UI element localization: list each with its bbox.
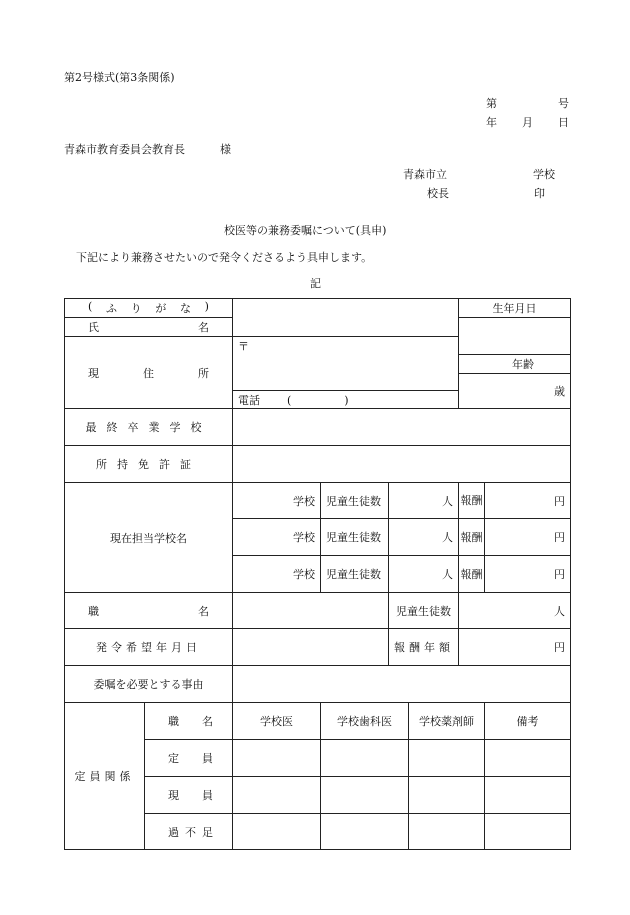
current-school-label: 現在担当学校名 <box>65 483 233 593</box>
quota-col-dentist: 学校歯科医 <box>321 703 409 740</box>
seal-mark: 印 <box>534 187 545 200</box>
students-input[interactable]: 人 <box>389 519 459 556</box>
position-input[interactable] <box>233 593 389 629</box>
birth-label: 生年月日 <box>459 299 571 318</box>
name-label-cell <box>65 318 233 337</box>
school-prefix: 青森市立 <box>403 168 447 181</box>
age-label-cell: 年 齢 <box>459 355 571 374</box>
pay-label: 報酬 <box>459 519 485 556</box>
quota-row-label: 定 員 <box>145 740 233 777</box>
postal-mark: 〒 <box>238 340 249 353</box>
license-input[interactable] <box>233 446 571 483</box>
quota-cell[interactable] <box>233 814 321 850</box>
phone-input[interactable] <box>233 391 459 409</box>
reason-input[interactable] <box>233 666 571 703</box>
pay-label: 報酬 <box>459 556 485 593</box>
principal-label: 校長 <box>427 187 449 200</box>
desired-date-input[interactable] <box>233 629 389 666</box>
addressee: 青森市教育委員会教育長 <box>64 143 185 156</box>
name-label-left: 氏 <box>88 321 99 334</box>
desired-date-label: 発令希望年月日 <box>65 629 233 666</box>
quota-cell[interactable] <box>233 777 321 814</box>
quota-cell[interactable] <box>321 777 409 814</box>
school-name-input[interactable]: 学校 <box>233 556 321 593</box>
students-count-input[interactable]: 人 <box>459 593 571 629</box>
reason-label: 委嘱を必要とする事由 <box>65 666 233 703</box>
date-year: 年 <box>486 116 497 129</box>
form-label: 第2号様式(第3条関係) <box>64 71 175 84</box>
document-title: 校医等の兼務委嘱について(具申) <box>224 224 387 237</box>
students-label: 児童生徒数 <box>321 556 389 593</box>
quota-col-pharmacist: 学校薬剤師 <box>409 703 485 740</box>
application-form-table <box>64 298 571 850</box>
age-input[interactable] <box>459 374 571 409</box>
school-name-input[interactable]: 学校 <box>233 483 321 519</box>
last-school-input[interactable] <box>233 409 571 446</box>
quota-row-label: 過 不 足 <box>145 814 233 850</box>
license-label: 所持免許証 <box>65 446 233 483</box>
quota-cell[interactable] <box>321 740 409 777</box>
students-label: 児童生徒数 <box>321 519 389 556</box>
quota-cell[interactable] <box>409 777 485 814</box>
phone-close-paren: ) <box>344 393 349 407</box>
annual-pay-label: 報酬年額 <box>389 629 459 666</box>
name-label-right: 名 <box>198 321 209 334</box>
birth-input[interactable] <box>459 318 571 355</box>
furigana-cell: ( ふ り が な ) <box>65 299 233 318</box>
address-input[interactable] <box>233 337 459 391</box>
quota-col-school-doctor: 学校医 <box>233 703 321 740</box>
quota-row-label: 現 員 <box>145 777 233 814</box>
number-prefix: 第 <box>486 97 497 110</box>
quota-cell[interactable] <box>485 777 571 814</box>
quota-cell[interactable] <box>409 814 485 850</box>
pay-input[interactable]: 円 <box>485 483 571 519</box>
ki-mark: 記 <box>310 277 321 290</box>
address-label-cell: 現 住 所 <box>65 337 233 409</box>
quota-position-header: 職 名 <box>145 703 233 740</box>
students-label: 児童生徒数 <box>321 483 389 519</box>
students-input[interactable]: 人 <box>389 556 459 593</box>
age-unit: 歳 <box>554 385 565 398</box>
phone-label: 電話 <box>238 393 260 407</box>
school-name-input[interactable]: 学校 <box>233 519 321 556</box>
quota-cell[interactable] <box>485 740 571 777</box>
quota-cell[interactable] <box>485 814 571 850</box>
annual-pay-input[interactable]: 円 <box>459 629 571 666</box>
pay-label: 報酬 <box>459 483 485 519</box>
quota-col-remarks: 備考 <box>485 703 571 740</box>
quota-label: 定員関係 <box>65 703 145 850</box>
school-suffix: 学校 <box>533 168 555 181</box>
students-count-label: 児童生徒数 <box>389 593 459 629</box>
name-input[interactable] <box>233 299 459 337</box>
intro-text: 下記により兼務させたいので発令くださるよう具申します。 <box>76 251 373 264</box>
pay-input[interactable]: 円 <box>485 519 571 556</box>
quota-cell[interactable] <box>233 740 321 777</box>
quota-cell[interactable] <box>409 740 485 777</box>
quota-cell[interactable] <box>321 814 409 850</box>
number-suffix: 号 <box>558 97 569 110</box>
position-label-cell: 職 名 <box>65 593 233 629</box>
phone-open-paren: ( <box>287 393 292 407</box>
students-input[interactable]: 人 <box>389 483 459 519</box>
last-school-label: 最終卒業学校 <box>65 409 233 446</box>
date-day: 日 <box>558 116 569 129</box>
pay-input[interactable]: 円 <box>485 556 571 593</box>
date-month: 月 <box>522 116 533 129</box>
honorific: 様 <box>220 143 231 156</box>
